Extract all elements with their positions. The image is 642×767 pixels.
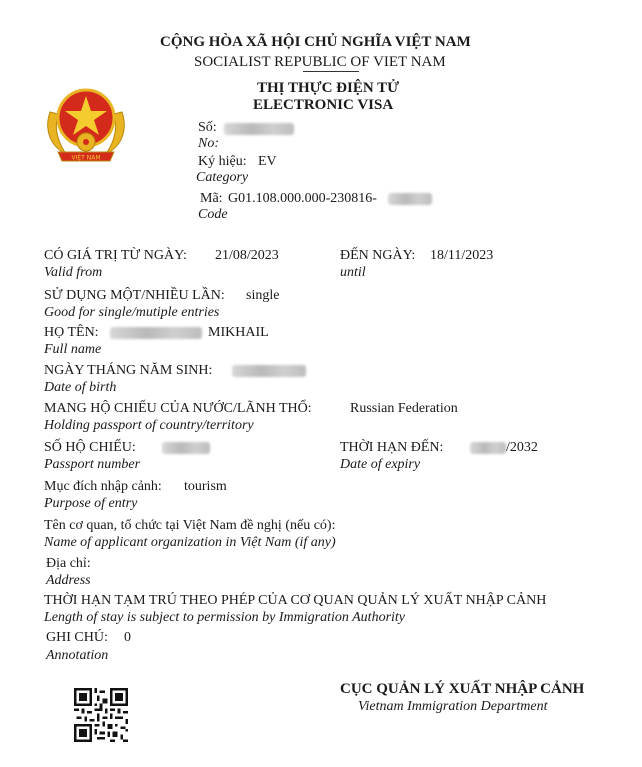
- country-title-vi: CỘNG HÒA XÃ HỘI CHỦ NGHĨA VIỆT NAM: [160, 34, 471, 50]
- expiry-label-en: Date of expiry: [340, 457, 421, 472]
- stay-label: THỜI HẠN TẠM TRÚ THEO PHÉP CỦA CƠ QUAN QUẢN LÝ XUẤT NHẬP CẢNH: [44, 593, 547, 608]
- doc-title-en: ELECTRONIC VISA: [253, 97, 394, 113]
- code-label-en: Code: [198, 207, 228, 222]
- purpose-value: tourism: [184, 479, 227, 494]
- header-underline: [303, 71, 359, 72]
- code-value: G01.108.000.000-230816-: [228, 191, 377, 206]
- purpose-label-en: Purpose of entry: [44, 496, 138, 511]
- dob-label: NGÀY THÁNG NĂM SINH:: [44, 363, 213, 378]
- national-emblem: [40, 82, 132, 164]
- category-label: Ký hiệu:: [198, 154, 247, 169]
- category-value: EV: [258, 154, 277, 169]
- name-value: MIKHAIL: [208, 325, 269, 340]
- until-value: 18/11/2023: [430, 248, 494, 263]
- name-label-en: Full name: [44, 342, 102, 357]
- valid-from-label: CÓ GIÁ TRỊ TỪ NGÀY:: [44, 248, 187, 263]
- name-redacted: [110, 327, 202, 339]
- doc-title-vi: THỊ THỰC ĐIỆN TỬ: [257, 80, 400, 96]
- until-label: ĐẾN NGÀY:: [340, 248, 416, 263]
- address-label: Địa chỉ:: [46, 556, 91, 571]
- until-label-en: until: [340, 265, 366, 280]
- qr-code: [74, 688, 128, 742]
- valid-from-value: 21/08/2023: [215, 248, 279, 263]
- nationality-label-en: Holding passport of country/territory: [44, 418, 254, 433]
- entries-label-en: Good for single/mutiple entries: [44, 305, 220, 320]
- passport-label: SỐ HỘ CHIẾU:: [44, 440, 136, 455]
- nationality-value: Russian Federation: [350, 401, 458, 416]
- expiry-label: THỜI HẠN ĐẾN:: [340, 440, 444, 455]
- dob-redacted: [232, 365, 306, 377]
- expiry-redacted: [470, 442, 506, 454]
- note-label: GHI CHÚ:: [46, 630, 108, 645]
- number-label: Số:: [198, 120, 217, 135]
- authority-en: Vietnam Immigration Department: [358, 699, 548, 714]
- nationality-label: MANG HỘ CHIẾU CỦA NƯỚC/LÃNH THỔ:: [44, 401, 312, 416]
- passport-redacted: [162, 442, 210, 454]
- country-title-en: SOCIALIST REPUBLIC OF VIET NAM: [194, 54, 446, 70]
- valid-from-label-en: Valid from: [44, 265, 103, 280]
- note-label-en: Annotation: [46, 648, 109, 663]
- category-label-en: Category: [196, 170, 249, 185]
- number-redacted: [224, 123, 294, 135]
- org-label-en: Name of applicant organization in Việt Nam (if any): [44, 535, 336, 550]
- authority-vi: CỤC QUẢN LÝ XUẤT NHẬP CẢNH: [340, 681, 585, 697]
- dob-label-en: Date of birth: [44, 380, 117, 395]
- purpose-label: Mục đích nhập cảnh:: [44, 479, 162, 494]
- name-label: HỌ TÊN:: [44, 325, 99, 340]
- number-label-en: No:: [198, 136, 219, 151]
- emblem-ribbon-text: VIỆT NAM: [71, 154, 101, 162]
- stay-label-en: Length of stay is subject to permission by Immigration Authority: [44, 610, 406, 625]
- address-label-en: Address: [46, 573, 91, 588]
- org-label: Tên cơ quan, tổ chức tại Việt Nam đề nghị (nếu có):: [44, 518, 336, 533]
- note-value: 0: [124, 630, 131, 645]
- entries-value: single: [246, 288, 280, 303]
- entries-label: SỬ DỤNG MỘT/NHIỀU LẦN:: [44, 288, 225, 303]
- code-redacted: [388, 193, 432, 205]
- passport-label-en: Passport number: [44, 457, 141, 472]
- expiry-value: /2032: [506, 440, 538, 455]
- code-label: Mã:: [200, 191, 223, 206]
